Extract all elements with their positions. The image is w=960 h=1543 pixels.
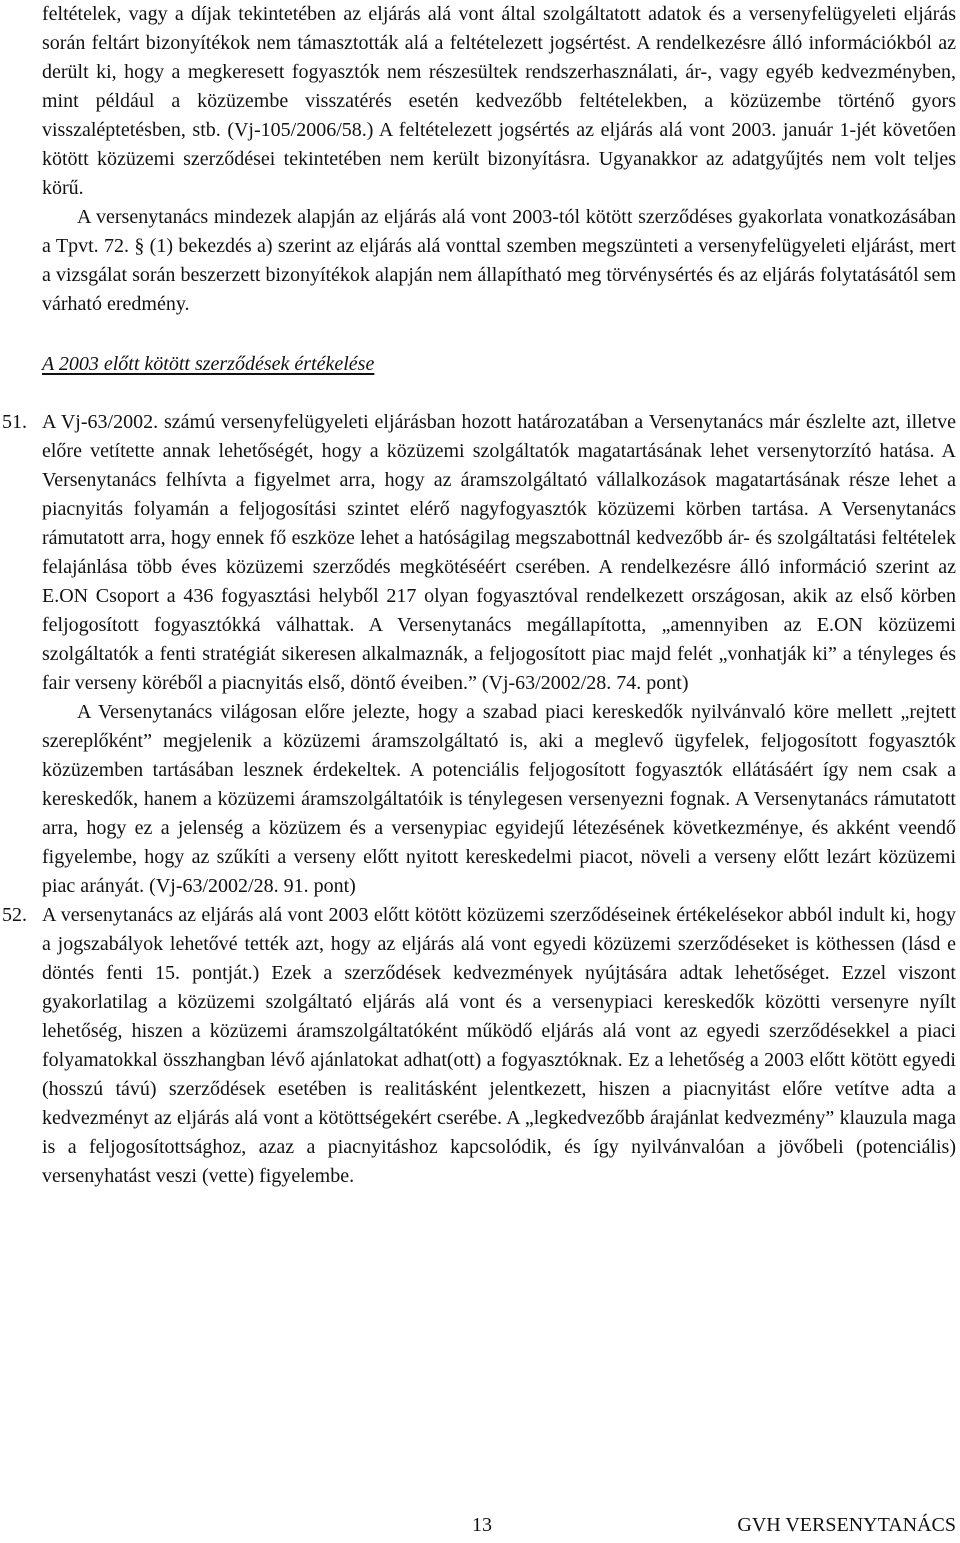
footer-organization: GVH VERSENYTANÁCS	[737, 1514, 956, 1536]
paragraph-continuation: feltételek, vagy a díjak tekintetében az eljárás alá vont által szolgáltatott adatok és a versenyfelügyeleti eljárás során feltárt bizonyítékok nem támasztották alá a feltételezett jogsértést. A rendelkezésre álló információkból az derült ki, hogy a megkeresett fogyasztók nem részesültek rendszerhasználati, ár-, vagy egyéb kedvezményben, mint például a közüzembe visszatérés esetén kedvezőbb feltételekben, a közüzembe történő gyors visszaléptetésben, stb. (Vj-105/2006/58.) A feltételezett jogsértés az eljárás alá vont 2003. január 1-jét követően kötött közüzemi szerződései tekintetében nem került bizonyításra. Ugyanakkor az adatgyűjtés nem volt teljes körű.	[42, 3, 956, 199]
section-heading: A 2003 előtt kötött szerződések értékelése	[42, 353, 375, 375]
numbered-paragraph-51	[2, 408, 956, 698]
paragraph-decision: A versenytanács mindezek alapján az eljárás alá vont 2003-tól kötött szerződéses gyakorlata vonatkozásában a Tpvt. 72. § (1) bekezdés a) szerint az eljárás alá vonttal szemben megszünteti a versenyfelügyeleti eljárást, mert a vizsgálat során beszerzett bizonyítékok alapján nem állapítható meg törvénysértés és az eljárás folytatásától sem várható eredmény.	[42, 206, 956, 315]
paragraph-number-51: 51.	[2, 411, 27, 433]
paragraph-number-52: 52.	[2, 904, 27, 926]
page-number: 13	[472, 1514, 492, 1536]
paragraph-51-continuation: A Versenytanács világosan előre jelezte, hogy a szabad piaci kereskedők nyilvánvaló köre mellett „rejtett szereplőként” megjelenik a közüzemi áramszolgáltató is, aki a meglevő ügyfelek, feljogosított fogyasztók közüzemben tartásában lesznek érdekeltek. A potenciális feljogosított fogyasztók ellátásáért így nem csak a kereskedők, hanem a közüzemi áramszolgáltatóik is ténylegesen versenyezni fognak. A Versenytanács rámutatott arra, hogy ez a jelenség a közüzem és a versenypiac egyidejű létezésének következménye, és akként veendő figyelembe, hogy az szűkíti a verseny előtt nyitott kereskedelmi piacot, növeli a verseny előtt lezárt közüzemi piac arányát. (Vj-63/2002/28. 91. pont)	[42, 701, 956, 897]
paragraph-51-text: A Vj-63/2002. számú versenyfelügyeleti eljárásban hozott határozatában a Versenytanács már észlelte azt, illetve előre vetítette annak lehetőségét, hogy a közüzemi szolgáltatók magatartásának lehet versenytorzító hatása. A Versenytanács felhívta a figyelmet arra, hogy az áramszolgáltató vállalkozások magatartásának része lehet a piacnyitás folyamán a feljogosítási szintet elérő nagyfogyasztók közüzemi körben tartása. A Versenytanács rámutatott arra, hogy ennek fő eszköze lehet a hatóságilag megszabottnál kedvezőbb ár- és szolgáltatási feltételek felajánlása több éves közüzemi szerződés megkötéséért cserében. A rendelkezésre álló információ szerint az E.ON Csoport a 436 fogyasztási helyből 217 olyan fogyasztóval rendelkezett országosan, akik az első körben feljogosított fogyasztókká válhattak. A Versenytanács megállapította, „amennyiben az E.ON közüzemi szolgáltatók a fenti stratégiát sikeresen alkalmaznák, a feljogosított piac majd felét „vonhatják ki” a tényleges és fair verseny köréből a piacnyitás első, döntő éveiben.” (Vj-63/2002/28. 74. pont)	[42, 411, 956, 694]
paragraph-52-text: A versenytanács az eljárás alá vont 2003 előtt kötött közüzemi szerződéseinek értékelésekor abból indult ki, hogy a jogszabályok lehetővé tették azt, hogy az eljárás alá vont egyedi közüzemi szerződéseket is köthessen (lásd e döntés fenti 15. pontját.) Ezek a szerződések kedvezmények nyújtására adtak lehetőséget. Ezzel viszont gyakorlatilag a közüzemi szolgáltató eljárás alá vont és a versenypiaci kereskedők közötti versenyre nyílt lehetőség, hiszen a közüzemi áramszolgáltatóként működő eljárás alá vont az egyedi szerződésekkel a piaci folyamatokkal összhangban lévő ajánlatokat adhat(ott) a fogyasztóknak. Ez a lehetőség a 2003 előtt kötött egyedi (hosszú távú) szerződések esetében is realitásként jelentkezett, hiszen a piacnyitást előre vetítve adta a kedvezményt az eljárás alá vont a kötöttségekért cserébe. A „legkedvezőbb árajánlat kedvezmény” klauzula maga is a feljogosítottsághoz, azaz a piacnyitáshoz kapcsolódik, és így nyilvánvalóan a jövőbeli (potenciális) versenyhatást veszi (vette) figyelembe.	[42, 904, 956, 1187]
numbered-paragraph-52	[2, 901, 956, 1191]
document-body	[2, 0, 956, 1191]
page-footer	[42, 1511, 956, 1541]
